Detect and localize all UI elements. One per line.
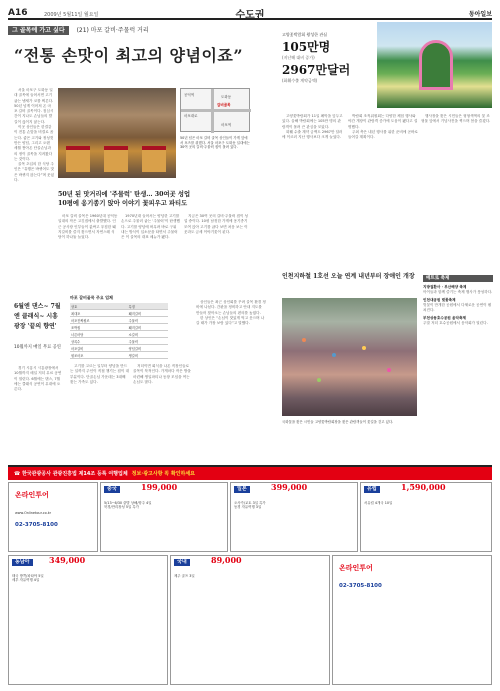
- story-body-mid-3: 지금은 30여 곳의 갈비·주물럭 집이 성업 중이다. 10평 남짓한 가게에 옹기종기 모여 앉아 고기를 굽다 보면 처음 보는 이웃과도 금세 이야기꽃이 핀다.: [184, 214, 249, 234]
- ad-row-top: [8, 482, 492, 552]
- table-header-cell: 상호: [70, 303, 128, 310]
- series-tag: 그 골목에 가고 싶다: [8, 26, 69, 35]
- map-label: 마포역: [221, 123, 232, 127]
- crowd-caption: 국화꽃을 찾은 시민들 고양꽃박람회장을 찾은 관람객들이 꽃길을 걷고 있다.: [282, 420, 394, 424]
- table-cell: 마포진짜원조: [70, 317, 128, 324]
- issue-date: 2009년 5월11일 월요일: [44, 12, 99, 18]
- festival-item-title: 부천상동호수공원 음악축제: [423, 316, 466, 320]
- table-cell: 마포갈비: [70, 345, 128, 352]
- festival-item-title: 지방질환사 · 부산해양 축제: [423, 285, 467, 289]
- festival-title: 베트로 축제: [423, 275, 493, 282]
- photo-detail: [317, 378, 321, 382]
- table-row: [70, 345, 168, 352]
- photo-detail: [142, 146, 166, 172]
- table-cell: 주물럭: [128, 338, 168, 345]
- story-body-low-3: 상인들은 최근 상인회를 꾸려 골목 환경 정비에 나섰다. 간판을 정비하고 안내 지도를 만들어 찾아오는 손님들의 편의를 높였다. 한 상인은 “손님이 맛있게 먹고 웃으며 나갈 때가 가장 보람 있다”고 말했다.: [196, 300, 266, 326]
- brand-logo: 온라인투어: [339, 564, 373, 572]
- table-row: [70, 324, 168, 331]
- tour-lines: [104, 501, 224, 510]
- main-headline: “전통 손맛이 최고의 양념이죠”: [14, 46, 244, 65]
- region-label: 유럽: [364, 486, 380, 493]
- map-road: [211, 89, 214, 133]
- region-ad-china[interactable]: [100, 482, 228, 552]
- restaurant-table: [70, 295, 168, 359]
- table-cell: 상록수: [70, 338, 128, 345]
- table-cell: 최대포: [70, 310, 128, 317]
- tour-line: 제주 골프 3일: [174, 574, 195, 578]
- table-cell: 돼지갈비: [128, 324, 168, 331]
- website: www.Onlinetour.co.kr: [15, 511, 52, 515]
- tour-price: 399,000: [271, 482, 308, 492]
- brand-logo: 온라인투어: [15, 491, 49, 499]
- location-map: [180, 88, 250, 132]
- photo-detail: [104, 146, 128, 172]
- tour-lines: [234, 501, 354, 510]
- sub-head-1: 50년 된 맛거리에 '주물럭' 탄생… 30여곳 성업: [58, 191, 191, 198]
- stat-label: 고양꽃박람회 왕성한 관심: [282, 32, 328, 37]
- festival-item-body: 아이들과 함께 즐기는 축제 행사가 풍성하다.: [423, 290, 493, 294]
- table-row: [70, 331, 168, 338]
- flower-arch-shape: [419, 40, 453, 90]
- table-row: [70, 338, 168, 345]
- region-ad-domestic[interactable]: [170, 555, 330, 685]
- travel-ad-section: [8, 465, 492, 687]
- phone-number: 02-3705-8100: [339, 583, 382, 589]
- festival-item-title: 인천대공원 벚꽃축제: [423, 298, 456, 302]
- map-label: 갈비골목: [217, 103, 231, 107]
- table-row: [70, 310, 168, 317]
- photo-detail: [66, 146, 90, 172]
- tour-lines: [174, 574, 324, 578]
- table-cell: 소갈비: [128, 331, 168, 338]
- tour-line: 세부 자유여행 4일: [12, 578, 40, 583]
- region-ad-europe[interactable]: [360, 482, 492, 552]
- table-cell: 조박집: [70, 324, 128, 331]
- region-label: 국내: [174, 559, 190, 566]
- tour-line: 서유럽 4개국 10일: [364, 501, 393, 505]
- region-label: 일본: [234, 486, 250, 493]
- festival-item-body: 주말 저녁 호수공원에서 음악회가 열린다.: [423, 321, 488, 325]
- tour-lines: [364, 501, 489, 505]
- table-title: 마포 갈비골목 주요 업체: [70, 295, 113, 300]
- tour-line: 오사카/교토 3일 특가: [234, 501, 266, 505]
- photo-detail: [332, 353, 336, 357]
- table-row: [70, 317, 168, 324]
- brand-ad-repeat[interactable]: [332, 555, 492, 685]
- tour-line: 태국 방콕/파타야 5일: [12, 574, 44, 578]
- story-body-left: 서울 마포구 도화동 일대 골목에 들어서면 고기 굽는 냄새가 코를 찌른다. 50년 넘게 이어져 온 마포 갈비 골목이다. 점심시간이 지나도 손님들의 발길이 끊이지 않는다. 이곳 상인들은 한결같이 전통 손맛을 비결로 꼽는다. 좋은 고기와 정성껏 만든 양념, 그리고 오랜 세월 쌓아온 단골손님과의 정이 골목을 지켜왔다는 것이다. 골목 초입의 한 식당 주인은 “유행은 바뀌어도 맛은 바뀌지 않는다”며 웃었다.: [14, 88, 54, 183]
- sidebar-body: 경기 시흥시 시흥광장에서 10월까지 매일 저녁 무료 공연이 열린다. 6월에는 댄스, 7월에는 클래식 공연이 무대에 오른다.: [14, 366, 62, 392]
- photo-detail: [387, 368, 391, 372]
- festival-box: [423, 275, 493, 326]
- story-body-mid-1: 마포 갈비 골목은 1960년대 공덕동 일대의 작은 고깃집에서 출발했다. 인근 공사장 인부들이 값싸고 푸짐한 돼지갈비를 즐겨 찾으면서 자연스레 식당이 하나둘 늘었다.: [58, 214, 118, 240]
- map-label: 마포대로: [184, 114, 198, 118]
- expo-story-2: 박람회 조직위원회는 다양한 체험 행사와 야간 개장이 관람객 증가에 도움이 됐다고 설명했다. 주최 측은 내년 행사를 위한 준비에 곧바로 들어갈 계획이다.: [348, 114, 418, 140]
- table-cell: 주물럭: [128, 317, 168, 324]
- market-street-photo: [58, 88, 176, 178]
- map-label: 공덕역: [184, 93, 195, 97]
- page-number: A16: [8, 8, 28, 18]
- section-title: 수도권: [235, 10, 265, 21]
- tour-price: 199,000: [141, 482, 178, 492]
- flower-expo-photo: [377, 22, 492, 108]
- expo-story-3: 행사장을 찾은 시민들은 형형색색의 꽃 조형물 앞에서 기념사진을 찍으며 봄을 즐겼다.: [421, 114, 491, 124]
- map-road: [181, 109, 251, 112]
- table-cell: 돼지갈비: [128, 310, 168, 317]
- stat-note: (지난해 대비 증가): [282, 55, 315, 60]
- tour-lines: [12, 574, 162, 583]
- tour-line: 북경/만리장성 5일 특가: [104, 505, 139, 510]
- tour-price: 349,000: [49, 555, 86, 565]
- data-table: [70, 303, 168, 359]
- region-label: 동남아: [12, 559, 33, 566]
- photo-detail: [302, 338, 306, 342]
- sidebar-dek: 10월까지 매일 무료 공연: [14, 345, 61, 350]
- series-subtitle: (21) 마포 갈비·주물럭 거리: [76, 27, 149, 34]
- stat-note: (화훼수출 계약금액): [282, 78, 318, 83]
- table-cell: 양념갈비: [128, 345, 168, 352]
- series-kicker: [8, 25, 149, 34]
- paper-name: 동아일보: [468, 11, 492, 18]
- table-row: [70, 352, 168, 359]
- ad-banner-highlight: 정보·광고사항 꼭 확인하세요: [131, 471, 196, 477]
- stat-value-export: 2967만달러: [282, 63, 351, 77]
- right-sub-head: 인천지하철 1호선 오늘 연계 내년부터 장애인 개장: [282, 273, 415, 280]
- table-header-cell: 특징: [128, 303, 168, 310]
- ad-banner: [8, 467, 492, 480]
- table-cell: 생갈비: [128, 352, 168, 359]
- stats-box: [282, 30, 374, 84]
- region-label: 중국: [104, 486, 120, 493]
- stat-value-visitors: 105만명: [282, 40, 331, 54]
- tour-line: 동경 자유여행 3일: [234, 505, 262, 510]
- region-ad-japan[interactable]: [230, 482, 358, 552]
- crowd-photo: [282, 298, 417, 416]
- page-header: [8, 6, 492, 20]
- story-body-low-2: 저녁이면 회식을 나온 직장인들로 골목이 북적인다. 가게마다 작은 방을 마련해 생일파티나 동창 모임을 여는 손님도 많다.: [133, 364, 191, 384]
- photo-detail: [362, 346, 366, 350]
- expo-story-1: 고양꽃박람회가 11일 폐막을 앞두고 있다. 올해 박람회에는 105만 명의 관람객이 몰려 큰 관심을 모았다. 화훼 수출 계약 금액도 2967만 달러에 이르러 지난 행사보다 크게 늘었다.: [282, 114, 343, 140]
- tour-price: 89,000: [211, 555, 242, 565]
- tour-line: 5/13~6/30 출발 상해/항주 4일: [104, 501, 152, 505]
- sub-head-2: 10평에 옹기종기 앉아 이야기 꽃피우고 파티도: [58, 200, 188, 207]
- story-body-low-1: 고기를 고르는 일부터 양념을 만드는 일까지 주인이 직접 챙기는 집이 대부분이다. 단골손님 가운데는 3대째 찾는 가족도 있다.: [70, 364, 129, 384]
- table-cell: 너른마당: [70, 331, 128, 338]
- table-cell: 원조마포: [70, 352, 128, 359]
- brand-ad[interactable]: [8, 482, 98, 552]
- story-sub-head: [58, 190, 248, 208]
- map-label: 도화동: [221, 95, 232, 99]
- phone-number: 02-3705-8100: [15, 522, 58, 528]
- photo-caption: 50년 넘은 마포 갈비 골목 상인들이 가게 앞에서 포즈를 취했다. 서울 마포구 도화동 일대에는 30여 곳의 갈비·주물럭 집이 몰려 있다.: [180, 136, 250, 150]
- sidebar-heading: 6월엔 댄스~ 7월엔 클래식~ 시흥광장 '끝의 향연': [14, 303, 61, 330]
- region-ad-southeast-asia[interactable]: [8, 555, 168, 685]
- festival-item-body: 벚꽃이 만개한 공원에서 다채로운 공연이 펼쳐진다.: [423, 303, 492, 312]
- ad-banner-text: ☎ 한국관광공사 관광진흥법 제14조 등록 여행업체: [14, 471, 128, 477]
- ad-row-bottom: [8, 555, 492, 685]
- story-body-mid-2: 1970년대 들어서는 양념한 고기를 손으로 주물러 굽는 ‘주물럭’이 탄생했다. 고기를 양념에 버무려 바로 구워 내는 방식이 입소문을 타면서 주물럭은 이 골목의 대표 메뉴가 됐다.: [121, 214, 180, 240]
- tour-price: 1,590,000: [401, 482, 446, 492]
